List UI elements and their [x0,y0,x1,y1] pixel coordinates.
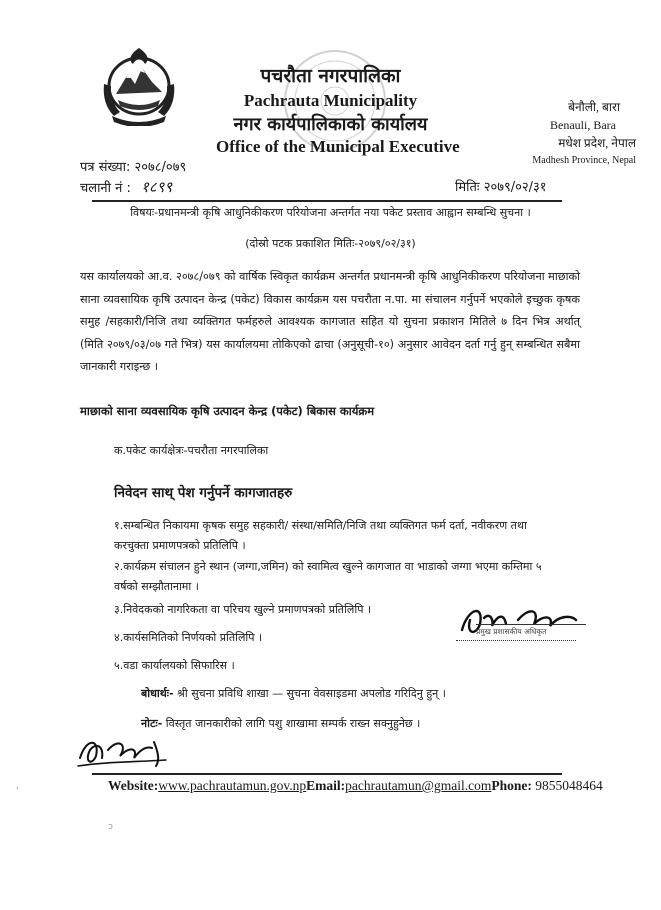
program-title: माछाको साना व्यवसायिक कृषि उत्पादन केन्द्र (पकेट) बिकास कार्यक्रम [80,404,375,418]
documents-heading: निवेदन साथ् पेश गर्नुपर्ने कागजातहरु [114,485,293,501]
province-np: मधेश प्रदेश, नेपाल [558,136,636,150]
website-label: Website: [108,778,159,793]
letter-date [455,177,547,195]
date-value: २०७९/०२/३१ [483,180,547,195]
signature-dotted-line [456,640,576,641]
scan-speck: ͻ [108,822,113,832]
municipality-name-en: Pachrauta Municipality [243,91,418,110]
cc-note [141,686,446,701]
notice-body: यस कार्यालयको आ.व. २०७८/०७९ को वार्षिक स्विकृत कार्यक्रम अन्तर्गत प्रधानमन्त्री कृषि आधुनिकीकरण परियोजना माछाको साना व्यवसायिक कृषि उत्पादन केन्द्र (पकेट) विकास कार्यक्रम यस पचरौता न.पा. मा संचालन गर्नुपर्ने भएकोले इच्छुक कृषक समुह /सहकारी/निजि तथा व्यक्तिगत फर्महरुले आवश्यक कागजात सहित यो सुचना प्रकाशन मितिले ७ दिन भित्र अर्थात् (मिति २०७९/०३/०७ गते भित्र) यस कार्यालयमा तोकिएको ढाचा (अनुसूची-१०) अनुसार आवेदन दर्ता गर्नु हुन् सम्बन्धित सबैमा जानकारी गराइन्छ । [80,270,580,373]
signature-caption: प्रमुख प्रशासकीय अधिकृत [476,624,586,637]
address-line-np: बेनौली, बारा [568,100,620,114]
footer-divider [92,773,562,775]
phone-number: 9855048464 [531,778,603,793]
document-item: १.सम्बन्धित निकायमा कृषक समुह सहकारी/ संस्था/समिति/निजि तथा व्यक्तिगत फर्म दर्ता, नवीकरण तथा करचुक्ता प्रमाणपत्रको प्रतिलिपि । [114,519,527,552]
municipality-name-np: पचरौता नगरपालिका [260,65,401,87]
footnote [141,716,420,731]
address-block [506,98,636,170]
scan-speck: ˈ [16,787,19,797]
cc-label: बोधार्थः- [141,687,174,700]
packet-area: क.पकेट कार्यक्षेत्रः-पचरौता नगरपालिका [114,444,269,457]
footnote-text: विस्तृत जानकारीको लागि पशु शाखामा सम्पर्क राख्न सक्नुहुनेछ । [162,717,421,730]
document-item: २.कार्यक्रम संचालन हुने स्थान (जग्गा,जमिन) को स्वामित्व खुल्ने कागजात वा भाडाको जग्गा भएमा कम्तिमा ५ वर्षको सम्झौतानामा । [114,560,542,593]
letter-number-label: पत्र संख्या: [80,160,131,175]
dispatch-number-label: चलानी नं : [80,181,131,196]
phone-label: Phone: [491,778,532,793]
email-link[interactable]: pachrautamun@gmail.com [345,778,492,793]
office-name-en: Office of the Municipal Executive [216,137,460,156]
website-link[interactable]: www.pachrautamun.gov.np [158,778,307,793]
footnote-label: नोटः- [141,717,163,730]
cc-text: श्री सुचना प्रविधि शाखा — सुचना वेवसाइडमा अपलोड गरिदिनु हुन् । [173,687,446,700]
letter-number-value: २०७८/०७९ [134,160,187,175]
address-line-en: Benauli, Bara [550,118,616,132]
dispatch-number-value: १८९९ [141,178,173,196]
letter-number [80,157,186,175]
email-label: Email: [306,778,346,793]
footer-contact [108,778,603,794]
office-name-np: नगर कार्यपालिकाको कार्यालय [233,114,428,135]
subject-line: विषयः-प्रधानमन्त्री कृषि आधुनिकीकरण परियोजना अन्तर्गत नया पकेट प्रस्ताव आह्वान सम्बन्धि सुचना । [130,206,531,219]
initial-signature [74,728,174,772]
document-item: ३.निवेदकको नागरिकता वा परिचय खुल्ने प्रमाणपत्रको प्रतिलिपि । [114,603,372,616]
republish-note: (दोस्रो पटक प्रकाशित मितिः-२०७९/०२/३१) [245,237,416,250]
header-divider [92,200,562,202]
date-label: मितिः [455,180,480,195]
dispatch-number [80,177,172,197]
document-item: ४.कार्यसमितिको निर्णयको प्रतिलिपि । [114,631,263,644]
province-en: Madhesh Province, Nepal [532,155,636,166]
document-item: ५.वडा कार्यालयको सिफारिस । [114,659,235,672]
